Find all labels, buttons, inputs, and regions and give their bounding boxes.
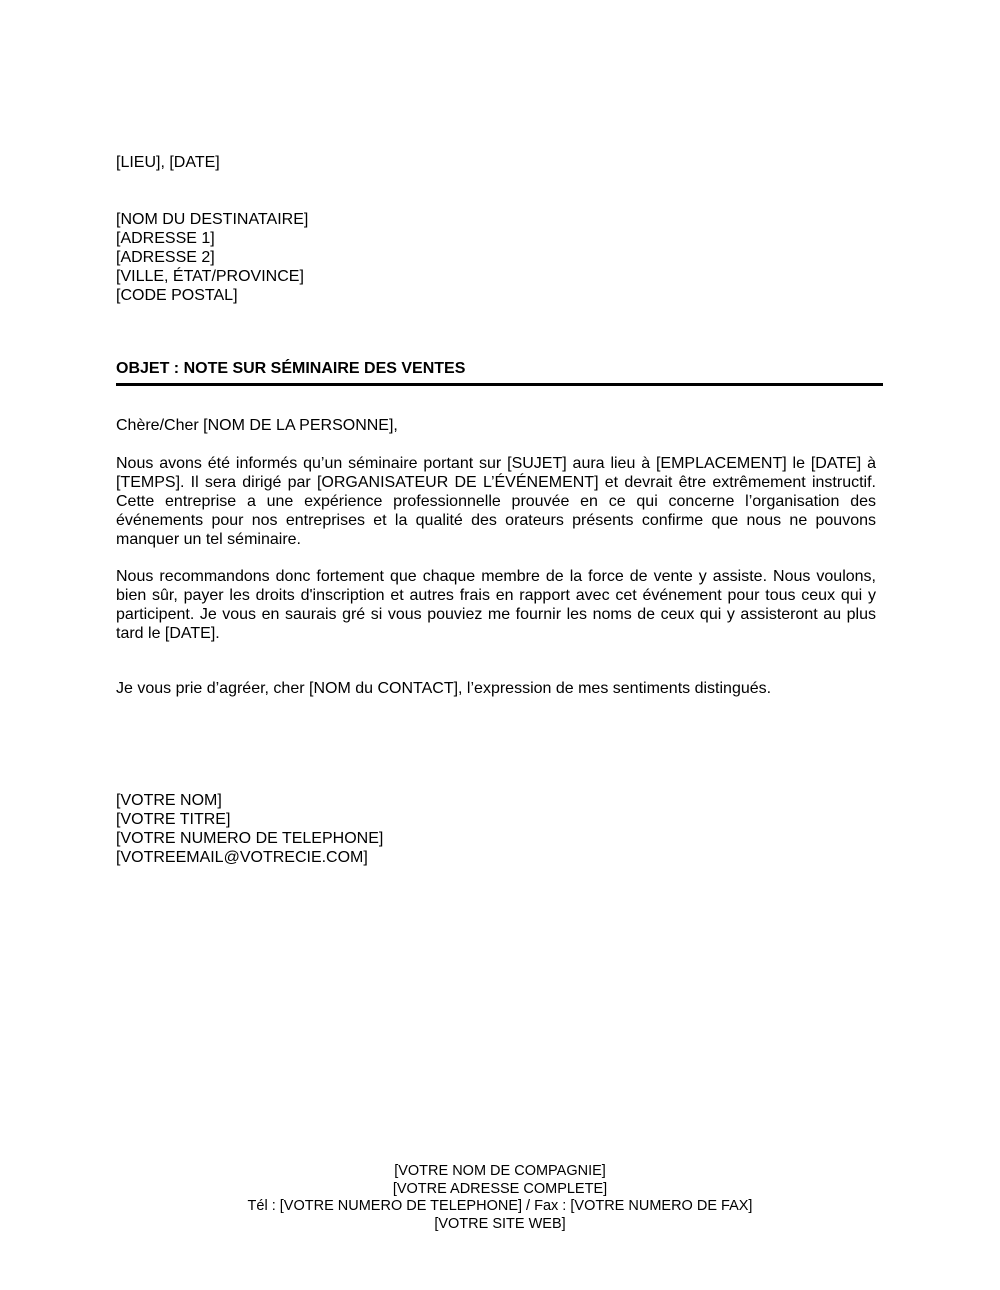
- place-date: [LIEU], [DATE]: [116, 154, 220, 171]
- footer-company: [VOTRE NOM DE COMPAGNIE]: [394, 1163, 606, 1179]
- signature-phone: [VOTRE NUMERO DE TELEPHONE]: [116, 830, 384, 847]
- subject-divider: [116, 383, 883, 386]
- body-paragraph-2: Nous recommandons donc fortement que chaque membre de la force de vente y assiste. Nous voulons, bien sûr, payer les droits d'inscription et autres frais en rapport avec cet événement pour tous ceux qui y participent. Je vous en saurais gré si vous pouviez me fournir les noms de ceux qui y assisteront au plus tard le [DATE].: [116, 568, 876, 642]
- signature-name: [VOTRE NOM]: [116, 792, 222, 809]
- recipient-address2: [ADRESSE 2]: [116, 249, 215, 266]
- company-footer: [0, 1163, 1000, 1233]
- recipient-city-state: [VILLE, ÉTAT/PROVINCE]: [116, 268, 304, 285]
- subject-line: OBJET : NOTE SUR SÉMINAIRE DES VENTES: [116, 360, 466, 377]
- closing: Je vous prie d’agréer, cher [NOM du CONTACT], l’expression de mes sentiments distingués.: [116, 680, 772, 697]
- salutation: Chère/Cher [NOM DE LA PERSONNE],: [116, 417, 398, 434]
- signature-title: [VOTRE TITRE]: [116, 811, 231, 828]
- recipient-name: [NOM DU DESTINATAIRE]: [116, 211, 309, 228]
- signature-email: [VOTREEMAIL@VOTRECIE.COM]: [116, 849, 368, 866]
- recipient-address1: [ADRESSE 1]: [116, 230, 215, 247]
- footer-website: [VOTRE SITE WEB]: [434, 1215, 566, 1232]
- footer-contact: Tél : [VOTRE NUMERO DE TELEPHONE] / Fax : [VOTRE NUMERO DE FAX]: [247, 1198, 753, 1214]
- footer-address: [VOTRE ADRESSE COMPLETE]: [392, 1180, 608, 1197]
- recipient-postal-code: [CODE POSTAL]: [116, 287, 238, 304]
- body-paragraph-1: Nous avons été informés qu’un séminaire portant sur [SUJET] aura lieu à [EMPLACEMENT] le [DATE] à [TEMPS]. Il sera dirigé par [ORGANISATEUR DE L’ÉVÉNEMENT] et devrait être extrêmement instructif. Cette entreprise a une expérience professionnelle prouvée en ce qui concerne l’organisation des événements pour nos entreprises et la qualité des orateurs présents confirme que nous ne pouvons manquer un tel séminaire.: [116, 455, 876, 548]
